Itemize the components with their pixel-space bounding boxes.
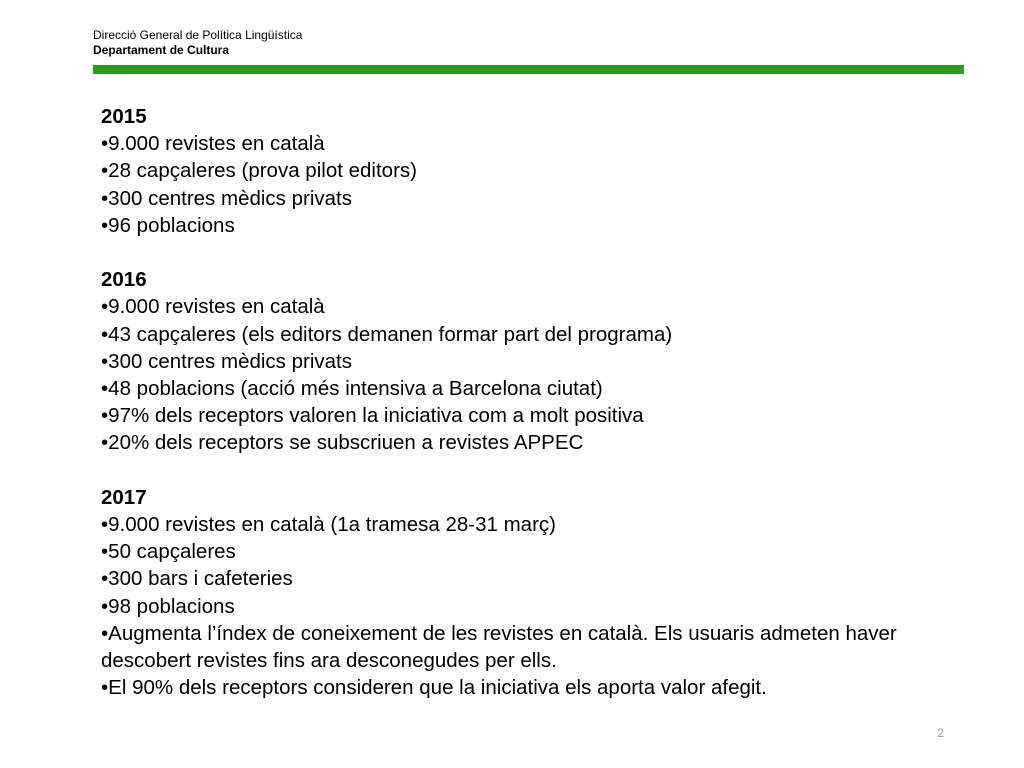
page-number: 2 (937, 726, 944, 740)
organization-name: Direcció General de Política Lingüística (93, 28, 303, 42)
slide-header (93, 28, 302, 58)
section-year: 2016 (101, 268, 147, 292)
bullet-item: •50 capçaleres (101, 540, 236, 564)
bullet-item: •43 capçaleres (els editors demanen formar part del programa) (101, 322, 673, 346)
bullet-item: •98 poblacions (101, 594, 235, 618)
section-year: 2015 (101, 105, 147, 128)
bullet-item: •96 poblacions (101, 213, 235, 237)
department-name: Departament de Cultura (93, 43, 230, 57)
header-accent-bar (93, 65, 964, 74)
bullet-item: •9.000 revistes en català (1a tramesa 28-31 març) (101, 513, 556, 537)
bullet-item: •9.000 revistes en català (101, 295, 325, 319)
bullet-item: •20% dels receptors se subscriuen a revistes APPEC (101, 431, 584, 455)
bullet-item: •9.000 revistes en català (101, 132, 325, 156)
year-section-2016 (101, 266, 961, 456)
year-section-2015 (101, 103, 961, 239)
bullet-item: •300 centres mèdics privats (101, 349, 353, 373)
bullet-item: •300 centres mèdics privats (101, 186, 353, 210)
bullet-item: •97% dels receptors valoren la iniciativa com a molt positiva (101, 404, 644, 428)
bullet-item: •48 poblacions (acció més intensiva a Barcelona ciutat) (101, 377, 603, 401)
bullet-item: •Augmenta l’índex de coneixement de les revistes en català. Els usuaris admeten haver descobert revistes fins ara desconegudes per ells. (101, 621, 897, 673)
slide-content (101, 103, 961, 729)
bullet-item: •300 bars i cafeteries (101, 567, 293, 591)
year-section-2017 (101, 484, 961, 702)
bullet-item: •El 90% dels receptors consideren que la iniciativa els aporta valor afegit. (101, 676, 767, 700)
section-year: 2017 (101, 485, 147, 509)
bullet-item: •28 capçaleres (prova pilot editors) (101, 159, 417, 183)
